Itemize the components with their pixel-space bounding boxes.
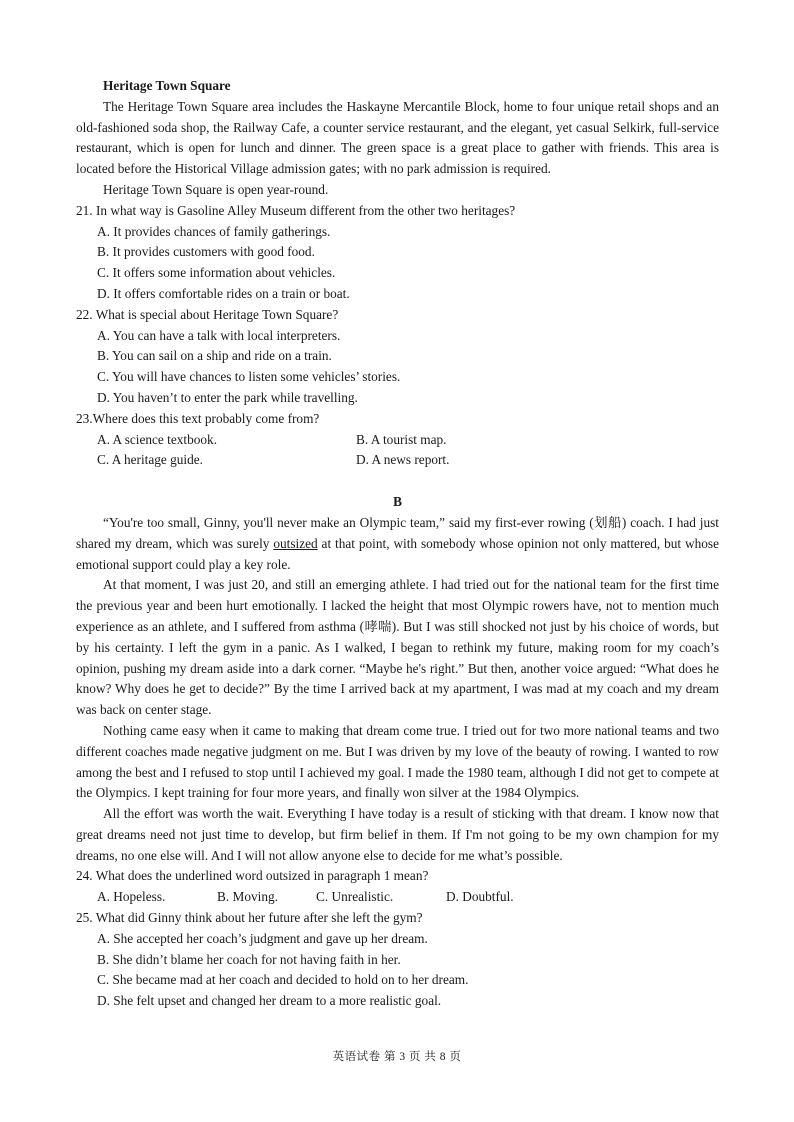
section-heading: Heritage Town Square — [103, 78, 231, 93]
answer-options-row — [76, 887, 719, 908]
paragraph: Heritage Town Square is open year-round. — [103, 181, 329, 197]
question-stem: 22. What is special about Heritage Town Square? — [76, 306, 339, 322]
question-stem: 23.Where does this text probably come from? — [76, 410, 320, 426]
section-label: B — [393, 494, 402, 510]
spacer — [76, 471, 719, 492]
answer-option: B. You can sail on a ship and ride on a train. — [97, 348, 332, 364]
answer-option: C. She became mad at her coach and decided to hold on to her dream. — [97, 972, 469, 988]
paragraph: “You're too small, Ginny, you'll never make an Olympic team,” said my first-ever rowing (划船) coach. I had just shared my dream, which was surely outsized at that point, with somebody whose opinion not only mattered, but whose emotional support could play a key role. — [76, 514, 719, 572]
answer-option: C. You will have chances to listen some vehicles’ stories. — [97, 369, 401, 385]
answer-option: B. A tourist map. — [356, 431, 447, 447]
answer-option: B. She didn’t blame her coach for not having faith in her. — [97, 951, 401, 967]
page-content — [76, 76, 719, 1012]
answer-options-grid — [76, 430, 719, 472]
answer-option: A. A science textbook. — [97, 431, 218, 447]
answer-option: A. She accepted her coach’s judgment and gave up her dream. — [97, 930, 428, 946]
answer-option: A. It provides chances of family gatherings. — [97, 223, 331, 239]
page-footer: 英语试卷 第 3 页 共 8 页 — [332, 1051, 462, 1063]
answer-option: D. It offers comfortable rides on a train or boat. — [97, 285, 350, 301]
answer-option: D. Doubtful. — [446, 889, 514, 905]
answer-option: A. Hopeless. — [97, 889, 166, 905]
answer-option: D. A news report. — [356, 452, 450, 468]
paragraph: Nothing came easy when it came to making that dream come true. I tried out for two more national teams and two different coaches made negative judgment on me. But I was driven by my love of the beauty of rowing. I wanted to row among the best and I refused to stop until I achieved my goal. I made the 1980 team, although I did not get to compete at the Olympics. I kept training for four more years, and finally won silver at the 1984 Olympics. — [76, 722, 719, 801]
question-stem: 25. What did Ginny think about her future after she left the gym? — [76, 910, 423, 926]
answer-option: D. You haven’t to enter the park while travelling. — [97, 389, 358, 405]
answer-option: B. It provides customers with good food. — [97, 244, 315, 260]
question-stem: 24. What does the underlined word outsized in paragraph 1 mean? — [76, 868, 429, 884]
paragraph: All the effort was worth the wait. Everything I have today is a result of sticking with that dream. I know now that great dreams need not just time to develop, but firm belief in them. If I'm not going to be my own champion for my dreams, no one else will. And I will not allow anyone else to decide for me what’s possible. — [76, 806, 719, 863]
answer-option: C. It offers some information about vehicles. — [97, 265, 336, 281]
answer-option: B. Moving. — [217, 889, 278, 905]
answer-option: A. You can have a talk with local interpreters. — [97, 327, 341, 343]
underlined-word: outsized — [273, 535, 318, 551]
answer-option: C. A heritage guide. — [97, 452, 203, 468]
answer-option: D. She felt upset and changed her dream to a more realistic goal. — [97, 993, 442, 1009]
question-stem: 21. In what way is Gasoline Alley Museum different from the other two heritages? — [76, 202, 516, 218]
paragraph: At that moment, I was just 20, and still an emerging athlete. I had tried out for the national team for the first time the previous year and been hurt emotionally. I lacked the height that most Olympic rowers have, not to mention much experience as an athlete, and I suffered from asthma (哮喘). But I was still shocked not just by his choice of words, but by his certainty. I left the gym in a panic. As I walked, I began to rethink my future, making room for my coach’s opinion, pushing my dream aside into a dark corner. “Maybe he's right.” But then, another voice argued: “What does he know? Why does he get to decide?” By the time I arrived back at my apartment, I was mad at my coach and my dream was back on center stage. — [76, 577, 719, 718]
answer-option: C. Unrealistic. — [316, 889, 394, 905]
paragraph: The Heritage Town Square area includes the Haskayne Mercantile Block, home to four unique retail shops and an old-fashioned soda shop, the Railway Cafe, a counter service restaurant, and the elegant, yet casual Selkirk, full-service restaurant, which is open for lunch and dinner. The green space is a great place to gather with friends. This area is located before the Historical Village admission gates; with no park admission is required. — [76, 98, 719, 177]
